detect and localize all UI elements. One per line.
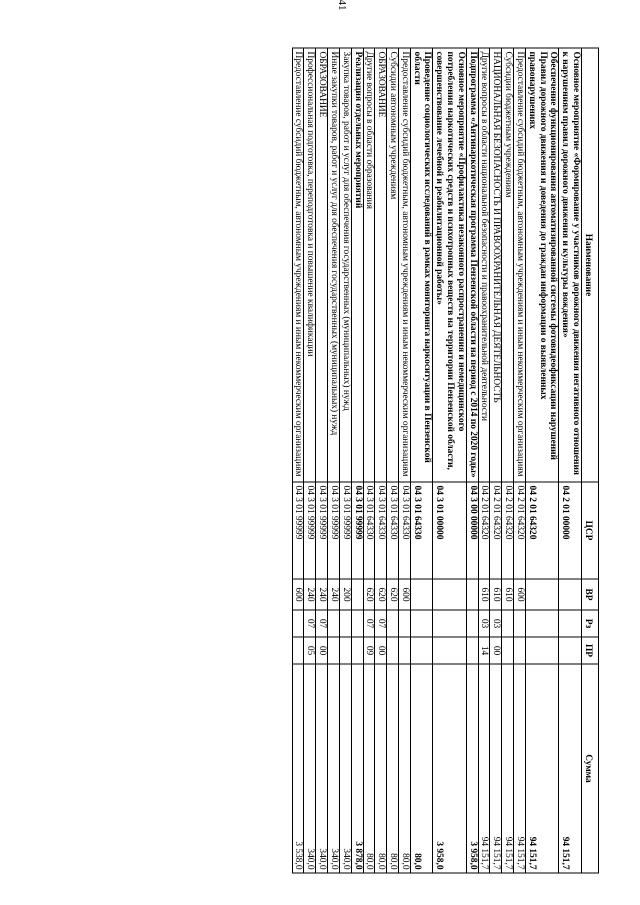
cell-rz [292, 610, 304, 637]
cell-rz [559, 610, 582, 637]
cell-name: Реализация отдельных мероприятий [351, 48, 363, 482]
cell-rz [410, 610, 433, 637]
cell-sum: 80,0 [375, 664, 387, 873]
cell-name: Предоставление субсидий бюджетным, автономным учреждениям и иным некоммерческим организациям [399, 48, 411, 482]
table-row [502, 48, 514, 873]
cell-rz [525, 610, 558, 637]
cell-vr [466, 579, 478, 610]
table-row [292, 48, 304, 873]
table-row [375, 48, 387, 873]
table-row [514, 48, 526, 873]
cell-csr: 04 3 01 64330 [410, 482, 433, 579]
cell-pr: 00 [375, 637, 387, 664]
cell-vr: 610 [502, 579, 514, 610]
cell-vr: 240 [328, 579, 340, 610]
cell-name: ОБРАЗОВАНИЕ [316, 48, 328, 482]
cell-pr: 09 [363, 637, 375, 664]
cell-sum: 80,0 [387, 664, 399, 873]
table-row [304, 48, 316, 873]
cell-pr [410, 637, 433, 664]
cell-csr: 04 2 01 64320 [490, 482, 502, 579]
cell-sum: 80,0 [363, 664, 375, 873]
cell-vr: 610 [478, 579, 490, 610]
cell-name: ОБРАЗОВАНИЕ [375, 48, 387, 482]
cell-vr: 600 [514, 579, 526, 610]
table-row [399, 48, 411, 873]
cell-csr: 04 3 01 99999 [292, 482, 304, 579]
cell-vr [525, 579, 558, 610]
cell-name: Основное мероприятие «Формирование у участников дорожного движения негативного отношения к нарушениям правил дорожного движения и культуры вождения» [559, 48, 582, 482]
cell-name: Предоставление субсидий бюджетным, автономным учреждениям и иным некоммерческим организациям [292, 48, 304, 482]
header-pr: ПР [582, 637, 599, 664]
cell-sum: 80,0 [410, 664, 433, 873]
cell-rz [433, 610, 466, 637]
cell-pr: 05 [304, 637, 316, 664]
cell-sum: 94 151,7 [514, 664, 526, 873]
cell-vr: 620 [375, 579, 387, 610]
cell-rz: 07 [363, 610, 375, 637]
table-row [410, 48, 433, 873]
cell-csr: 04 3 01 99999 [351, 482, 363, 579]
cell-csr: 04 3 01 99999 [304, 482, 316, 579]
header-rz: Рз [582, 610, 599, 637]
table-row [478, 48, 490, 873]
cell-sum: 340,0 [316, 664, 328, 873]
table-row [328, 48, 340, 873]
cell-csr: 04 3 01 64330 [375, 482, 387, 579]
cell-csr: 04 2 01 00000 [559, 482, 582, 579]
cell-pr [328, 637, 340, 664]
table-body [292, 48, 581, 873]
cell-sum: 80,0 [399, 664, 411, 873]
cell-rz: 03 [478, 610, 490, 637]
cell-vr: 600 [292, 579, 304, 610]
cell-csr: 04 3 00 00000 [466, 482, 478, 579]
cell-sum: 3 538,0 [292, 664, 304, 873]
budget-table [292, 48, 599, 874]
table-header-row [582, 48, 599, 873]
cell-name: Субсидии автономным учреждениям [387, 48, 399, 482]
cell-rz [399, 610, 411, 637]
cell-pr: 00 [316, 637, 328, 664]
cell-vr: 240 [304, 579, 316, 610]
cell-rz [387, 610, 399, 637]
cell-vr: 620 [387, 579, 399, 610]
cell-sum: 94 151,7 [502, 664, 514, 873]
cell-pr: 14 [478, 637, 490, 664]
cell-pr [502, 637, 514, 664]
cell-name: Другие вопросы в области образования [363, 48, 375, 482]
cell-name: Иные закупки товаров, работ и услуг для обеспечения государственных (муниципальных) нужд [328, 48, 340, 482]
cell-rz [466, 610, 478, 637]
table-row [351, 48, 363, 873]
rotated-page-content [41, 48, 599, 873]
header-vr: ВР [582, 579, 599, 610]
cell-csr: 04 3 01 00000 [433, 482, 466, 579]
cell-vr: 240 [316, 579, 328, 610]
cell-rz [502, 610, 514, 637]
cell-csr: 04 3 01 99999 [316, 482, 328, 579]
cell-name: Другие вопросы в области национальной безопасности и правоохранительной деятельности [478, 48, 490, 482]
cell-sum: 3 958,0 [433, 664, 466, 873]
cell-rz: 07 [316, 610, 328, 637]
cell-vr [433, 579, 466, 610]
cell-pr [387, 637, 399, 664]
cell-vr: 600 [399, 579, 411, 610]
header-sum: Сумма [582, 664, 599, 873]
cell-name: Субсидии бюджетным учреждениям [502, 48, 514, 482]
cell-pr [339, 637, 351, 664]
cell-name: Проведение социологических исследований в рамках мониторинга наркоситуации в Пензенской области [410, 48, 433, 482]
table-row [559, 48, 582, 873]
cell-sum: 3 958,0 [466, 664, 478, 873]
cell-name: Основное мероприятие «Профилактика незаконного распространения и немедицинского потребления наркотических средств и психотропных веществ на территории Пензенской области, совершенствование лечебной и реабилитационной работы» [433, 48, 466, 482]
cell-rz: 07 [375, 610, 387, 637]
table-row [316, 48, 328, 873]
cell-rz: 07 [304, 610, 316, 637]
table-row [339, 48, 351, 873]
cell-vr [559, 579, 582, 610]
cell-vr [410, 579, 433, 610]
cell-pr [525, 637, 558, 664]
table-row [490, 48, 502, 873]
cell-sum: 340,0 [328, 664, 340, 873]
cell-name: Обеспечение функционирования автоматизированной системы фотовидеофиксации нарушений Правил дорожного движения и доведения до граждан информации о выявленных правонарушениях [525, 48, 558, 482]
cell-sum: 94 151,7 [478, 664, 490, 873]
table-row [466, 48, 478, 873]
cell-csr: 04 3 01 99999 [339, 482, 351, 579]
cell-rz [339, 610, 351, 637]
cell-csr: 04 2 01 64320 [502, 482, 514, 579]
cell-csr: 04 2 01 64320 [525, 482, 558, 579]
page-number: 41 [336, 0, 348, 11]
cell-rz [514, 610, 526, 637]
cell-csr: 04 3 01 64330 [363, 482, 375, 579]
cell-csr: 04 3 01 64330 [399, 482, 411, 579]
cell-pr [433, 637, 466, 664]
cell-csr: 04 2 01 64320 [478, 482, 490, 579]
table-row [525, 48, 558, 873]
cell-name: НАЦИОНАЛЬНАЯ БЕЗОПАСНОСТЬ И ПРАВООХРАНИТЕЛЬНАЯ ДЕЯТЕЛЬНОСТЬ [490, 48, 502, 482]
cell-pr: 00 [490, 637, 502, 664]
cell-pr [466, 637, 478, 664]
header-csr: ЦСР [582, 482, 599, 579]
cell-csr: 04 3 01 99999 [328, 482, 340, 579]
cell-vr: 620 [363, 579, 375, 610]
header-name: Наименование [582, 48, 599, 482]
cell-csr: 04 3 01 64330 [387, 482, 399, 579]
table-row [433, 48, 466, 873]
cell-pr [292, 637, 304, 664]
cell-rz: 03 [490, 610, 502, 637]
cell-rz [351, 610, 363, 637]
cell-pr [514, 637, 526, 664]
table-row [363, 48, 375, 873]
cell-sum: 340,0 [304, 664, 316, 873]
cell-pr [399, 637, 411, 664]
cell-sum: 94 151,7 [525, 664, 558, 873]
cell-name: Закупка товаров, работ и услуг для обеспечения государственных (муниципальных) нужд [339, 48, 351, 482]
cell-vr [351, 579, 363, 610]
cell-rz [328, 610, 340, 637]
cell-sum: 3 878,0 [351, 664, 363, 873]
cell-sum: 94 151,7 [559, 664, 582, 873]
cell-vr: 200 [339, 579, 351, 610]
cell-sum: 94 151,7 [490, 664, 502, 873]
cell-sum: 340,0 [339, 664, 351, 873]
cell-csr: 04 2 01 64320 [514, 482, 526, 579]
cell-name: Предоставление субсидий бюджетным, автономным учреждениям и иным некоммерческим организациям [514, 48, 526, 482]
cell-pr [559, 637, 582, 664]
table-row [387, 48, 399, 873]
cell-name: Подпрограмма «Антинаркотическая программа Пензенской области на период с 2014 по 2020 годы» [466, 48, 478, 482]
cell-name: Профессиональная подготовка, переподготовка и повышение квалификации [304, 48, 316, 482]
cell-vr: 610 [490, 579, 502, 610]
cell-pr [351, 637, 363, 664]
